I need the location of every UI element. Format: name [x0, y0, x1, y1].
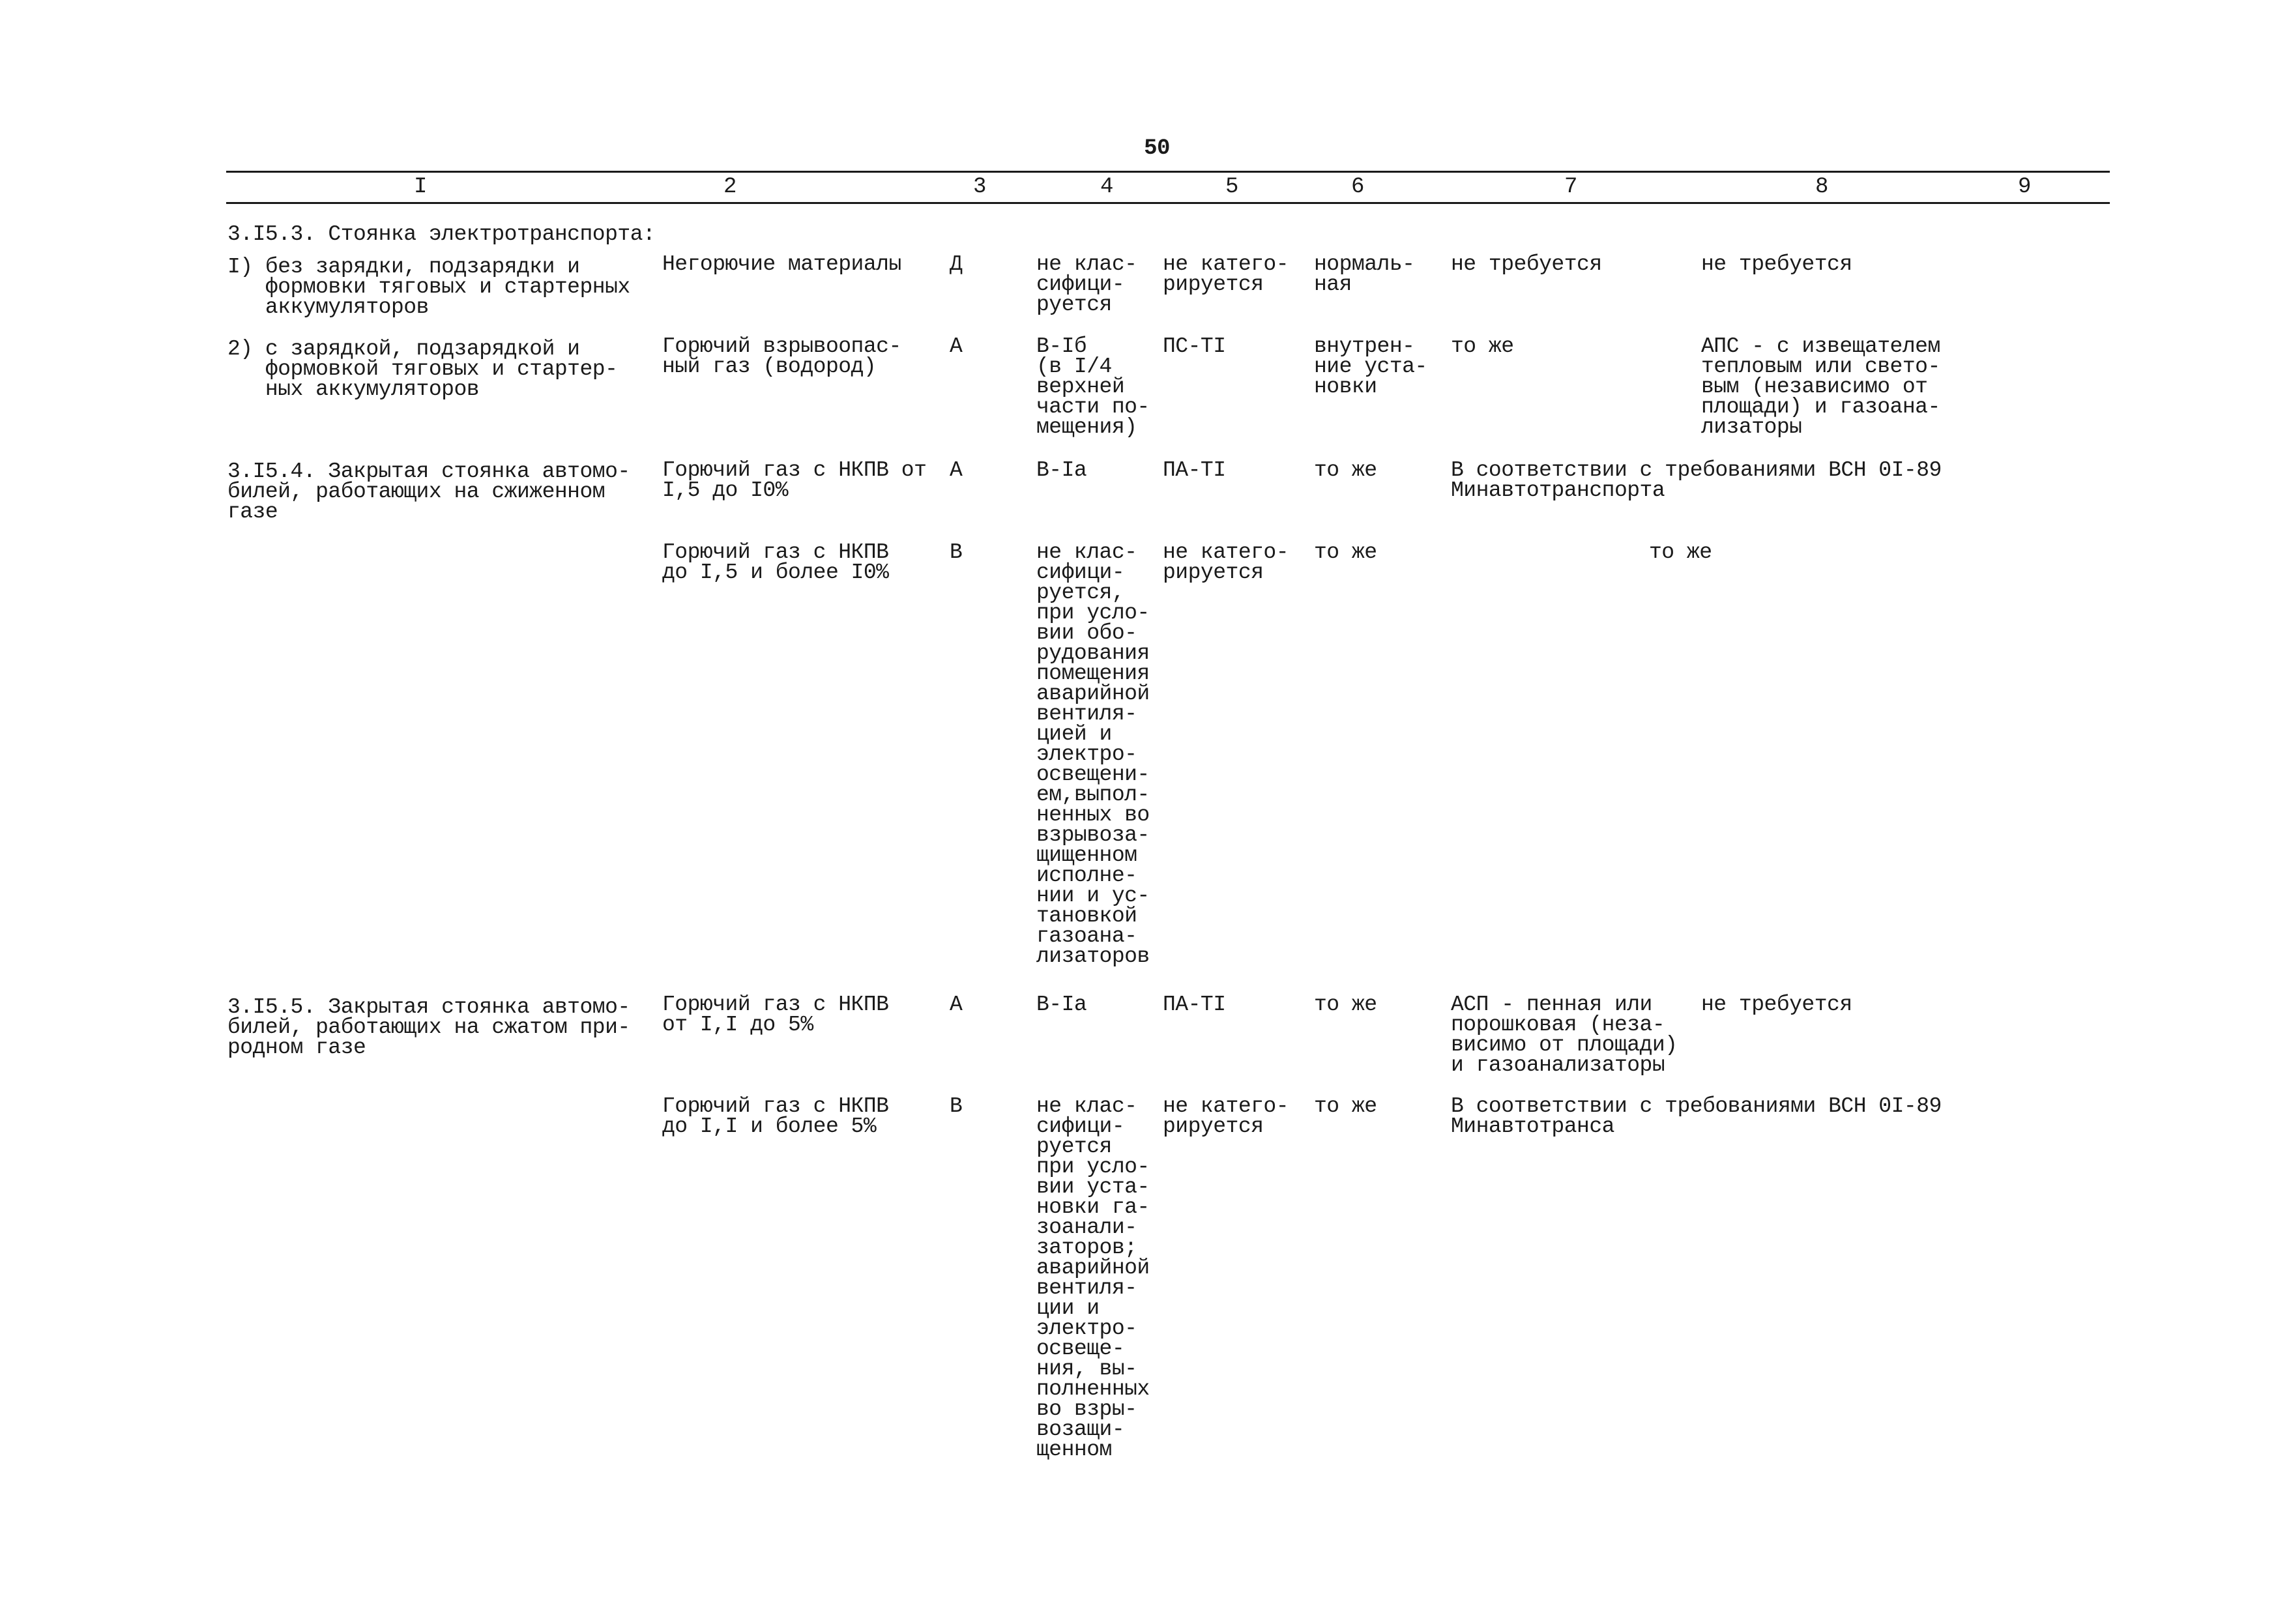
row2-col4: В-Iб (в I/4 верхней части по- мещения) — [1036, 334, 1150, 439]
row1-col8: не требуется — [1701, 252, 1852, 276]
row4-col5: не катего- рируется — [1163, 540, 1289, 585]
row4-col6: то же — [1314, 540, 1377, 564]
column-number-9: 9 — [2018, 175, 2031, 199]
row2-col6: внутрен- ние уста- новки — [1314, 334, 1427, 399]
row3-col2: Горючий газ с НКПВ от I,5 до I0% — [662, 458, 927, 502]
column-number-2: 2 — [723, 175, 737, 199]
row6-col5: не катего- рируется — [1163, 1094, 1289, 1138]
row1-col4: не клас- сифици- руется — [1036, 252, 1137, 317]
row6-col2: Горючий газ с НКПВ до I,I и более 5% — [662, 1094, 889, 1138]
row2-col2: Горючий взрывоопас- ный газ (водород) — [662, 334, 901, 379]
row3-col7-8: В соответствии с требованиями ВСН 0I-89 Минавтотранспорта — [1451, 458, 1942, 502]
row5-col6: то же — [1314, 993, 1377, 1017]
page-number: 50 — [1144, 136, 1170, 161]
row5-col4: В-Iа — [1036, 993, 1087, 1017]
row3-col1: 3.I5.4. Закрытая стоянка автомо- билей, работающих на сжиженном газе — [227, 459, 630, 524]
row6-col7-8: В соответствии с требованиями ВСН 0I-89 Минавтотранса — [1451, 1094, 1942, 1138]
row5-col7: АСП - пенная или порошковая (неза- висимо от площади) и газоанализаторы — [1451, 993, 1678, 1077]
row5-col2: Горючий газ с НКПВ от I,I до 5% — [662, 993, 889, 1037]
row5-col5: ПА-ТI — [1163, 993, 1226, 1017]
row2-col5: ПС-ТI — [1163, 334, 1226, 358]
row4-col3: В — [950, 540, 963, 564]
row5-col1: 3.I5.5. Закрытая стоянка автомо- билей, работающих на сжатом при- родном газе — [227, 995, 630, 1060]
row5-col8: не требуется — [1701, 993, 1852, 1017]
row2-col7: то же — [1451, 334, 1514, 358]
row4-col7-8: то же — [1649, 540, 1712, 564]
row1-col7: не требуется — [1451, 252, 1602, 276]
table-header-rule — [226, 202, 2110, 204]
column-number-3: 3 — [973, 175, 986, 199]
row1-col3: Д — [950, 252, 963, 276]
row2-col8: АПС - с извещателем тепловым или свето- вым (независимо от площади) и газоана- лизаторы — [1701, 334, 1940, 439]
column-number-7: 7 — [1564, 175, 1577, 199]
column-number-5: 5 — [1225, 175, 1238, 199]
column-number-4: 4 — [1100, 175, 1113, 199]
row3-col3: А — [950, 458, 963, 482]
row3-col5: ПА-ТI — [1163, 458, 1226, 482]
row6-col6: то же — [1314, 1094, 1377, 1118]
row5-col3: А — [950, 993, 963, 1017]
table-top-rule — [226, 171, 2110, 173]
row4-col2: Горючий газ с НКПВ до I,5 и более I0% — [662, 540, 889, 585]
row6-col4: не клас- сифици- руется при усло- вии уста- новки га- зоанали- заторов; аварийной вентиля- ции и электро- освеще- ния, вы- полненных во взры- возащи- щенном — [1036, 1094, 1150, 1462]
row1-col6: нормаль- ная — [1314, 252, 1415, 297]
row3-col6: то же — [1314, 458, 1377, 482]
row1-col2: Негорючие материалы — [662, 252, 901, 276]
row1-col1: I) без зарядки, подзарядки и формовки тяговых и стартерных аккумуляторов — [227, 255, 630, 319]
row6-col3: В — [950, 1094, 963, 1118]
row2-col3: А — [950, 334, 963, 358]
row2-col1: 2) с зарядкой, подзарядкой и формовкой тяговых и стартер- ных аккумуляторов — [227, 337, 618, 401]
row1-col5: не катего- рируется — [1163, 252, 1289, 297]
column-number-8: 8 — [1815, 175, 1828, 199]
row4-col4: не клас- сифици- руется, при усло- вии обо- рудования помещения аварийной вентиля- цией и электро- освещени- ем,выпол- ненных во взрывоза- щищенном исполне- нии и ус- тановкой газоана- лизаторов — [1036, 540, 1150, 968]
row3-col4: В-Iа — [1036, 458, 1087, 482]
section-3-15-3-heading: 3.I5.3. Стоянка электротранспорта: — [227, 222, 656, 246]
column-number-6: 6 — [1351, 175, 1364, 199]
column-number-1: I — [414, 175, 427, 199]
